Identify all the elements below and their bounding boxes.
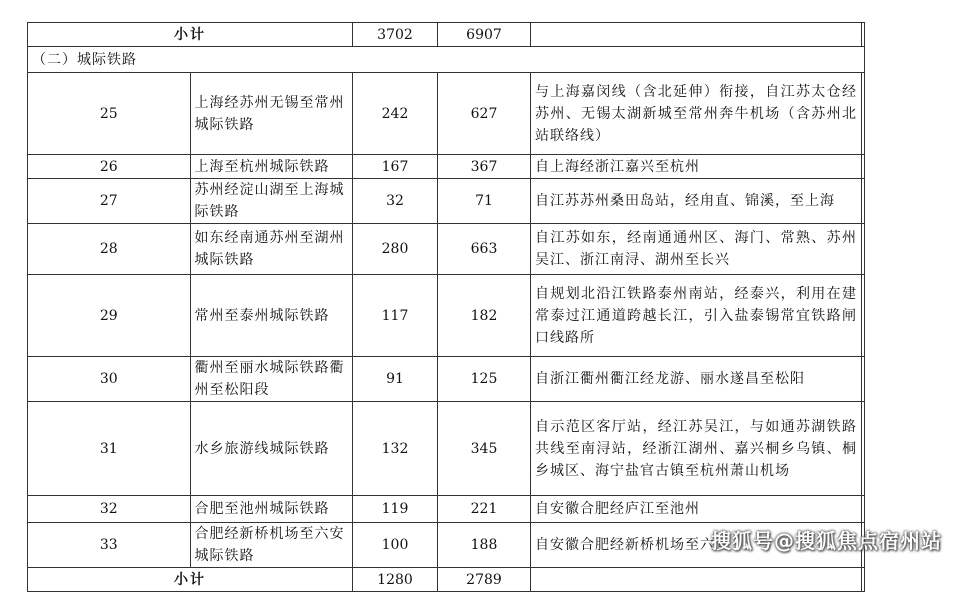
table-tail-cell [862,568,865,592]
subtotal-length: 3702 [353,23,438,47]
row-number: 25 [28,73,191,155]
project-investment: 71 [438,179,531,224]
project-description: 自安徽合肥经新桥机场至六安 [531,523,862,568]
subtotal-investment: 2789 [438,568,531,592]
table-tail-cell [862,179,865,224]
project-length: 119 [353,496,438,523]
table-tail-cell [862,23,865,47]
project-description: 自示范区客厅站，经江苏吴江，与如通苏湖铁路共线至南浔站，经浙江湖州、嘉兴桐乡乌镇、桐乡城区、海宁盐官古镇至杭州萧山机场 [531,402,862,496]
row-number: 29 [28,275,191,357]
section-row [28,47,865,73]
project-length: 242 [353,73,438,155]
project-name: 上海至杭州城际铁路 [190,155,353,179]
project-investment: 221 [438,496,531,523]
project-investment: 663 [438,224,531,275]
table-row [28,275,865,357]
project-description: 自安徽合肥经庐江至池州 [531,496,862,523]
row-number: 30 [28,357,191,402]
table-row [28,357,865,402]
row-number: 28 [28,224,191,275]
subtotal-description [531,23,862,47]
project-investment: 367 [438,155,531,179]
subtotal-label: 小计 [28,568,353,592]
table-row [28,568,865,592]
table-tail-cell [862,402,865,496]
watermark: 搜狐号@搜狐焦点宿州站 [711,529,942,553]
project-length: 167 [353,155,438,179]
project-name: 衢州至丽水城际铁路衢州至松阳段 [190,357,353,402]
project-length: 32 [353,179,438,224]
table-tail-cell [862,357,865,402]
project-name: 如东经南通苏州至湖州城际铁路 [190,224,353,275]
project-name: 合肥经新桥机场至六安城际铁路 [190,523,353,568]
table-tail-cell [862,496,865,523]
project-investment: 345 [438,402,531,496]
project-investment: 627 [438,73,531,155]
subtotal-label: 小计 [28,23,353,47]
row-number: 31 [28,402,191,496]
section-heading: （二）城际铁路 [28,47,865,73]
table-tail-cell [862,155,865,179]
project-investment: 125 [438,357,531,402]
project-name: 苏州经淀山湖至上海城际铁路 [190,179,353,224]
project-name: 上海经苏州无锡至常州城际铁路 [190,73,353,155]
project-name: 常州至泰州城际铁路 [190,275,353,357]
project-investment: 188 [438,523,531,568]
table-row [28,496,865,523]
table-row [28,179,865,224]
table-row [28,23,865,47]
row-number: 33 [28,523,191,568]
project-length: 132 [353,402,438,496]
project-length: 91 [353,357,438,402]
subtotal-length: 1280 [353,568,438,592]
project-length: 100 [353,523,438,568]
project-description: 与上海嘉闵线（含北延伸）衔接，自江苏太仓经苏州、无锡太湖新城至常州奔牛机场（含苏州北站联络线） [531,73,862,155]
project-length: 280 [353,224,438,275]
row-number: 26 [28,155,191,179]
project-description: 自浙江衢州衢江经龙游、丽水遂昌至松阳 [531,357,862,402]
table-tail-cell [862,275,865,357]
project-investment: 182 [438,275,531,357]
row-number: 27 [28,179,191,224]
subtotal-description [531,568,862,592]
table-row [28,155,865,179]
project-description: 自规划北沿江铁路泰州南站，经泰兴，利用在建常泰过江通道跨越长江，引入盐泰锡常宜铁路闸口线路所 [531,275,862,357]
table-tail-cell [862,73,865,155]
project-name: 合肥至池州城际铁路 [190,496,353,523]
project-description: 自江苏如东，经南通通州区、海门、常熟、苏州吴江、浙江南浔、湖州至长兴 [531,224,862,275]
row-number: 32 [28,496,191,523]
project-name: 水乡旅游线城际铁路 [190,402,353,496]
table-row [28,224,865,275]
table-row [28,402,865,496]
project-description: 自江苏苏州桑田岛站，经甪直、锦溪，至上海 [531,179,862,224]
railway-projects-table [27,22,865,592]
table-row [28,73,865,155]
project-length: 117 [353,275,438,357]
project-description: 自上海经浙江嘉兴至杭州 [531,155,862,179]
table-tail-cell [862,224,865,275]
subtotal-investment: 6907 [438,23,531,47]
